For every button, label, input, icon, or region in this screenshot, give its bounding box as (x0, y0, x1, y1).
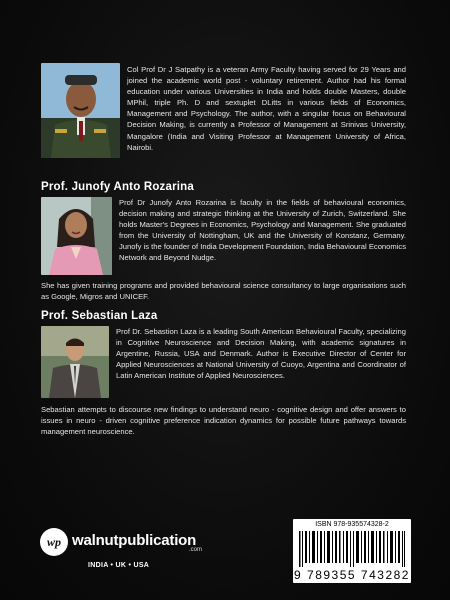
publisher-name: walnutpublication (72, 532, 197, 549)
isbn-label: ISBN 978-935574328-2 (315, 521, 389, 528)
author-3-bio: Prof Dr. Sebastion Laza is a leading South American Behavioural Faculty, specializing in Cognitive Neuroscience and Decision Making, with academic signatures in Argentine, Russia, USA and Denmark. Author is Executive Director of Center for Applied Neurosciences at National University of Cuoyo, Argentina and Coordinator of Latin American Institute of Applied Neurosciences. (116, 327, 406, 381)
barcode-digits: 9 789355 743282 (294, 568, 410, 582)
publisher-domain-suffix: .com (189, 547, 203, 553)
walnut-logo-icon: wp (40, 528, 68, 556)
author-2-bio: Prof Dr Junofy Anto Rozarina is faculty in the fields of behavioural economics, decision making and strategic thinking at the University of Zurich, Switzerland. She holds Master's Degrees in Economics, Psychology and Management. She graduated from the University of Nottingham, UK and the University of Konstanz, Germany. Junofy is the founder of India Development Foundation, India Behavioural Economics Network and Beyond Nudge. (119, 198, 406, 263)
author-3-name: Prof. Sebastian Laza (41, 310, 158, 322)
author-1-photo (41, 63, 120, 158)
barcode-bars (299, 531, 405, 567)
author-2-photo (41, 197, 112, 275)
publisher-logo (40, 528, 220, 558)
author-3-extra: Sebastian attempts to discourse new findings to understand neuro - cognitive design and offer answers to issues in neuro - driven cognitive preference indication dynamics for possible future pathways towards management neuroscience. (41, 405, 406, 437)
author-2-extra: She has given training programs and provided behavioural science consultancy to large organisations such as Google, Migros and UNICEF. (41, 281, 406, 302)
isbn-barcode (293, 519, 411, 583)
author-1-bio: Col Prof Dr J Satpathy is a veteran Army Faculty having served for 29 Years and joined the academic world post - voluntary retirement. Author had his formal education under various Universities in India and holds double Masters, double MPhil, triple Ph. D and sextuplet DLitts in various fields of Economics, Management and Psychology. The author, with a singular focus on Behavioural Decision Making, is currently a Professor of Management at Srinivas University, Mangalore (India and Visiting Professor at Management University of Africa, Nairobi. (127, 65, 406, 152)
author-3-photo (41, 326, 109, 398)
author-2-name: Prof. Junofy Anto Rozarina (41, 181, 194, 193)
publisher-regions: INDIA • UK • USA (88, 562, 150, 569)
